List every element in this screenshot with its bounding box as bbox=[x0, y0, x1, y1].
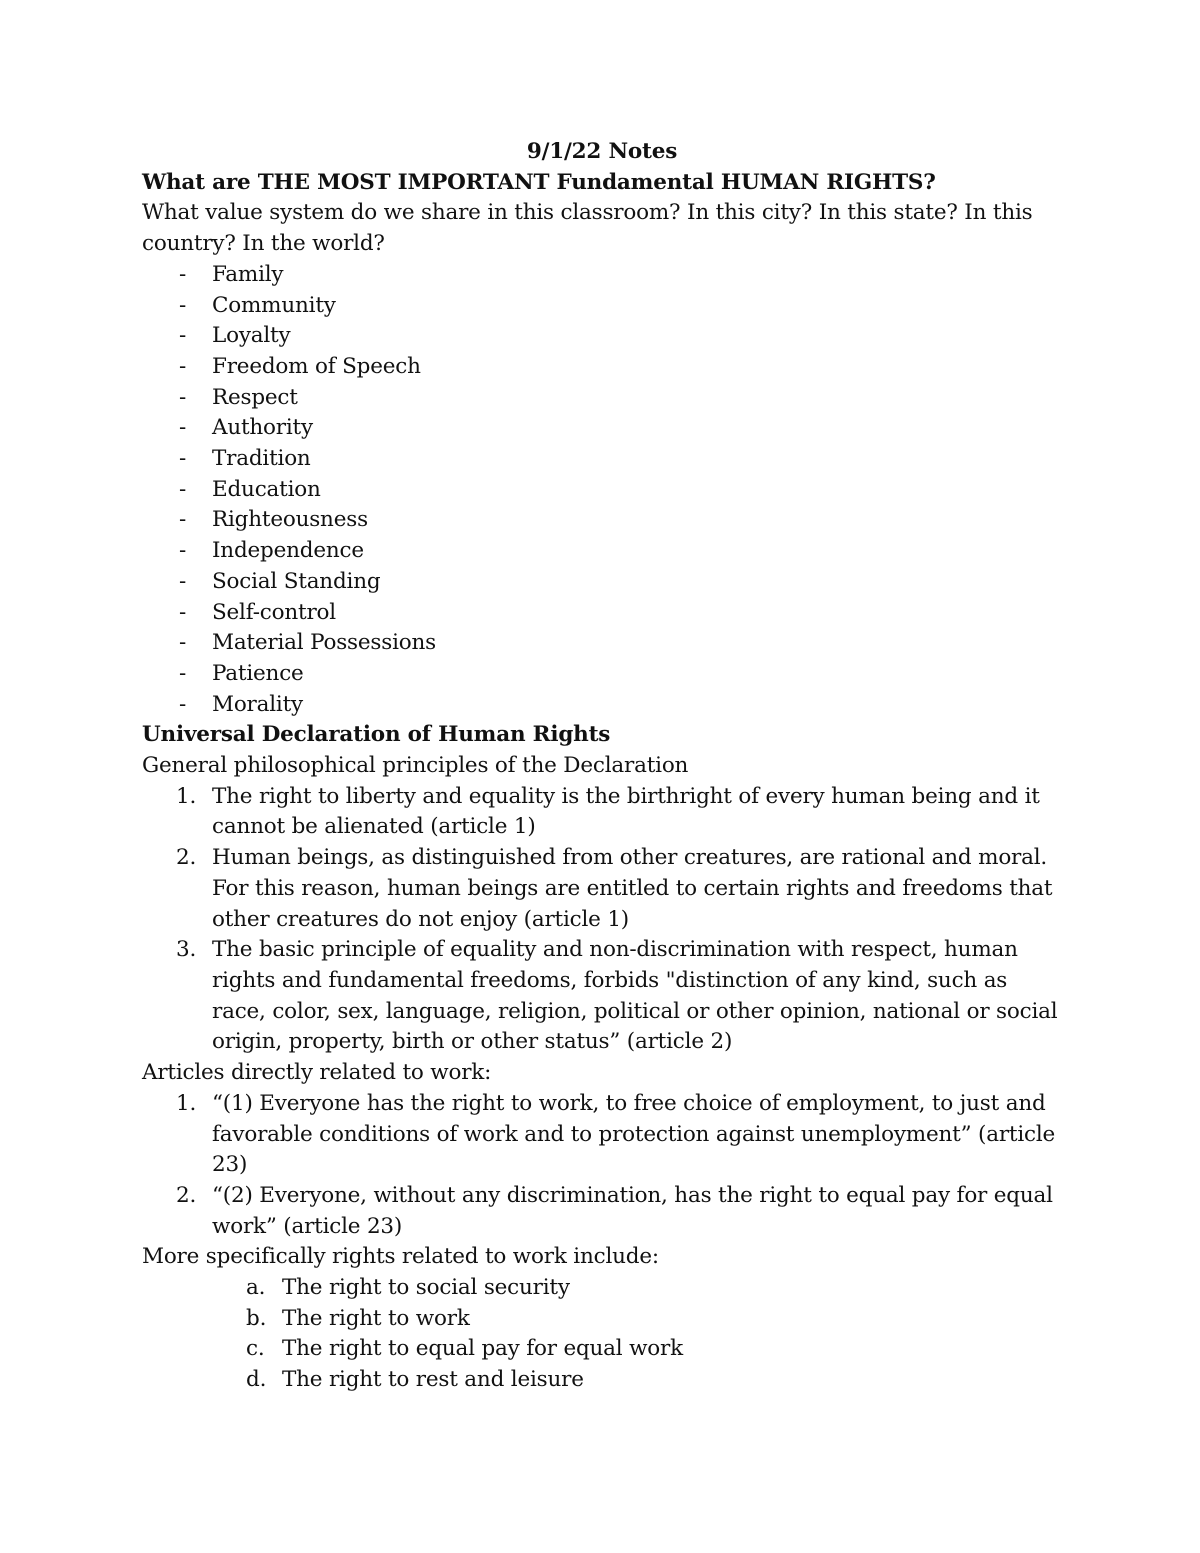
list-item-text: Self-control bbox=[212, 599, 336, 625]
list-item bbox=[142, 598, 1062, 629]
list-item-text: Material Possessions bbox=[212, 630, 436, 656]
dash-bullet: - bbox=[179, 292, 187, 318]
list-item-text: Patience bbox=[212, 660, 304, 686]
principles-intro: General philosophical principles of the Declaration bbox=[142, 753, 689, 779]
list-item-text: Loyalty bbox=[212, 323, 291, 349]
list-item bbox=[142, 659, 1062, 690]
list-number: 1. bbox=[176, 1090, 197, 1116]
list-item bbox=[142, 260, 1062, 291]
section-heading-udhr: Universal Declaration of Human Rights bbox=[142, 722, 611, 748]
list-item bbox=[142, 935, 1062, 1058]
list-number: 2. bbox=[176, 1182, 197, 1208]
list-item bbox=[142, 690, 1062, 721]
dash-bullet: - bbox=[179, 691, 187, 717]
dash-bullet: - bbox=[179, 353, 187, 379]
list-item bbox=[142, 1304, 1062, 1335]
list-item-text: Authority bbox=[212, 415, 313, 441]
list-item-text: The right to liberty and equality is the birthright of every human being and it cannot be alienated (article 1) bbox=[212, 783, 1040, 840]
title-date: 9/1/22 bbox=[526, 139, 602, 164]
list-item-text: Community bbox=[212, 292, 336, 318]
list-item-text: The right to social security bbox=[282, 1275, 570, 1301]
list-letter: c. bbox=[246, 1336, 265, 1362]
dash-bullet: - bbox=[179, 630, 187, 656]
dash-bullet: - bbox=[179, 507, 187, 533]
list-item-text: Respect bbox=[212, 384, 298, 410]
list-item-text: Social Standing bbox=[212, 568, 381, 594]
list-letter: b. bbox=[246, 1305, 267, 1331]
list-item bbox=[142, 1365, 1062, 1396]
list-item bbox=[142, 628, 1062, 659]
list-item bbox=[142, 1273, 1062, 1304]
list-number: 1. bbox=[176, 783, 197, 809]
list-item-text: Human beings, as distinguished from other creatures, are rational and moral. For this reason, human beings are entitled to certain rights and freedoms that other creatures do not enjoy (article 1) bbox=[212, 845, 1053, 932]
list-item bbox=[142, 505, 1062, 536]
dash-bullet: - bbox=[179, 538, 187, 564]
specific-rights-list bbox=[142, 1273, 1062, 1396]
list-item bbox=[142, 475, 1062, 506]
list-item-text: Independence bbox=[212, 538, 364, 564]
dash-bullet: - bbox=[179, 599, 187, 625]
dash-bullet: - bbox=[179, 476, 187, 502]
list-item-text: The right to work bbox=[282, 1305, 470, 1331]
dash-bullet: - bbox=[179, 568, 187, 594]
list-item bbox=[142, 444, 1062, 475]
work-articles-intro: Articles directly related to work: bbox=[142, 1060, 492, 1086]
work-articles-list bbox=[142, 1089, 1062, 1243]
title-label: Notes bbox=[608, 139, 678, 164]
list-item-text: Tradition bbox=[212, 446, 311, 472]
list-item bbox=[142, 567, 1062, 598]
dash-bullet: - bbox=[179, 660, 187, 686]
list-item bbox=[142, 1334, 1062, 1365]
list-item-text: Family bbox=[212, 261, 284, 287]
list-item-text: The basic principle of equality and non-discrimination with respect, human rights and fundamental freedoms, forbids "distinction of any kind, such as race, color, sex, language, religion, political or other opinion, national or social origin, property, birth or other status” (article 2) bbox=[212, 937, 1058, 1055]
dash-bullet: - bbox=[179, 261, 187, 287]
list-item bbox=[142, 413, 1062, 444]
list-item-text: Freedom of Speech bbox=[212, 353, 421, 379]
list-item-text: Education bbox=[212, 476, 321, 502]
list-letter: a. bbox=[246, 1275, 266, 1301]
list-item bbox=[142, 383, 1062, 414]
dash-bullet: - bbox=[179, 415, 187, 441]
list-item bbox=[142, 1181, 1062, 1242]
list-item bbox=[142, 291, 1062, 322]
dash-bullet: - bbox=[179, 323, 187, 349]
section-heading-human-rights: What are THE MOST IMPORTANT Fundamental HUMAN RIGHTS? bbox=[142, 169, 936, 195]
list-item-text: The right to rest and leisure bbox=[282, 1367, 584, 1393]
list-number: 3. bbox=[176, 937, 197, 963]
dash-bullet: - bbox=[179, 384, 187, 410]
specific-rights-intro: More specifically rights related to work include: bbox=[142, 1244, 659, 1270]
document-content bbox=[142, 137, 1062, 1396]
page-title bbox=[142, 137, 1062, 168]
list-item bbox=[142, 536, 1062, 567]
value-system-question: What value system do we share in this classroom? In this city? In this state? In this country? In the world? bbox=[142, 200, 1033, 257]
list-item bbox=[142, 352, 1062, 383]
dash-bullet: - bbox=[179, 446, 187, 472]
list-item bbox=[142, 1089, 1062, 1181]
list-item-text: “(2) Everyone, without any discrimination, has the right to equal pay for equal work” (article 23) bbox=[212, 1182, 1053, 1239]
list-item-text: “(1) Everyone has the right to work, to free choice of employment, to just and favorable conditions of work and to protection against unemployment” (article 23) bbox=[212, 1090, 1056, 1178]
list-item bbox=[142, 321, 1062, 352]
list-item-text: The right to equal pay for equal work bbox=[282, 1336, 683, 1362]
list-item-text: Morality bbox=[212, 691, 303, 717]
list-item-text: Righteousness bbox=[212, 507, 368, 533]
principles-list bbox=[142, 782, 1062, 1058]
list-number: 2. bbox=[176, 845, 197, 871]
values-list bbox=[142, 260, 1062, 721]
list-item bbox=[142, 782, 1062, 843]
list-letter: d. bbox=[246, 1367, 267, 1393]
list-item bbox=[142, 843, 1062, 935]
